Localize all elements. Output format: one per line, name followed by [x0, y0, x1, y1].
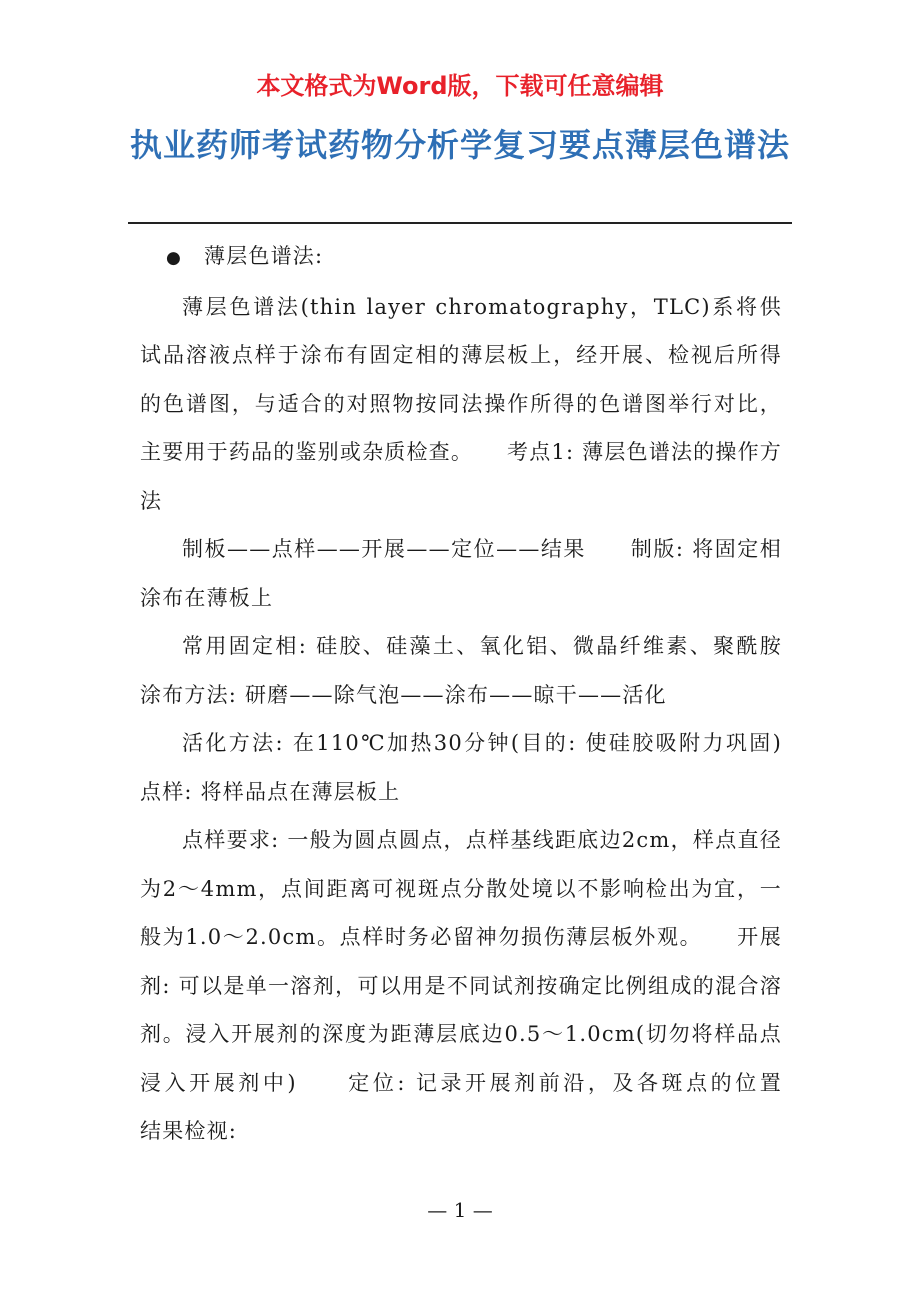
- document-body: [140, 232, 827, 1156]
- title-divider: [128, 222, 792, 224]
- paragraph-spotting: 点样要求: 一般为圆点圆点，点样基线距底边2cm，样点直径为2～4mm，点间距离可视斑点分散处境以不影响检出为宜，一般为1.0～2.0cm。点样时务必留神勿损伤薄层板外观。 开展剂: 可以是单一溶剂，可以用是不同试剂按确定比例组成的混合溶剂。浸入开展剂的深度为距薄层底边0.5～1.0cm(切勿将样品点浸入开展剂中) 定位: 记录开展剂前沿，及各斑点的位置 结果检视:: [140, 828, 827, 1143]
- section-heading: [140, 232, 782, 283]
- section-heading-text: 薄层色谱法:: [204, 244, 324, 268]
- bullet-icon: ●: [166, 248, 183, 268]
- document-title: 执业药师考试药物分析学复习要点薄层色谱法: [129, 126, 790, 164]
- format-notice: 本文格式为Word版，下载可任意编辑: [256, 72, 664, 100]
- page-number: — 1 —: [427, 1198, 493, 1222]
- paragraph-stationary-phase: 常用固定相: 硅胶、硅藻土、氧化铝、微晶纤维素、聚酰胺 涂布方法: 研磨——除气泡——涂布——晾干——活化: [140, 634, 827, 707]
- paragraph-activation: 活化方法: 在110℃加热30分钟(目的: 使硅胶吸附力巩固) 点样: 将样品点在薄层板上: [140, 731, 827, 804]
- paragraph-procedure: 制板——点样——开展——定位——结果 制版: 将固定相涂布在薄板上: [140, 537, 782, 610]
- paragraph-intro: 薄层色谱法(thin layer chromatography，TLC)系将供试品溶液点样于涂布有固定相的薄层板上，经开展、检视后所得的色谱图，与适合的对照物按同法操作所得的色谱图举行对比，主要用于药品的鉴别或杂质检查。 考点1: 薄层色谱法的操作方法: [140, 294, 782, 513]
